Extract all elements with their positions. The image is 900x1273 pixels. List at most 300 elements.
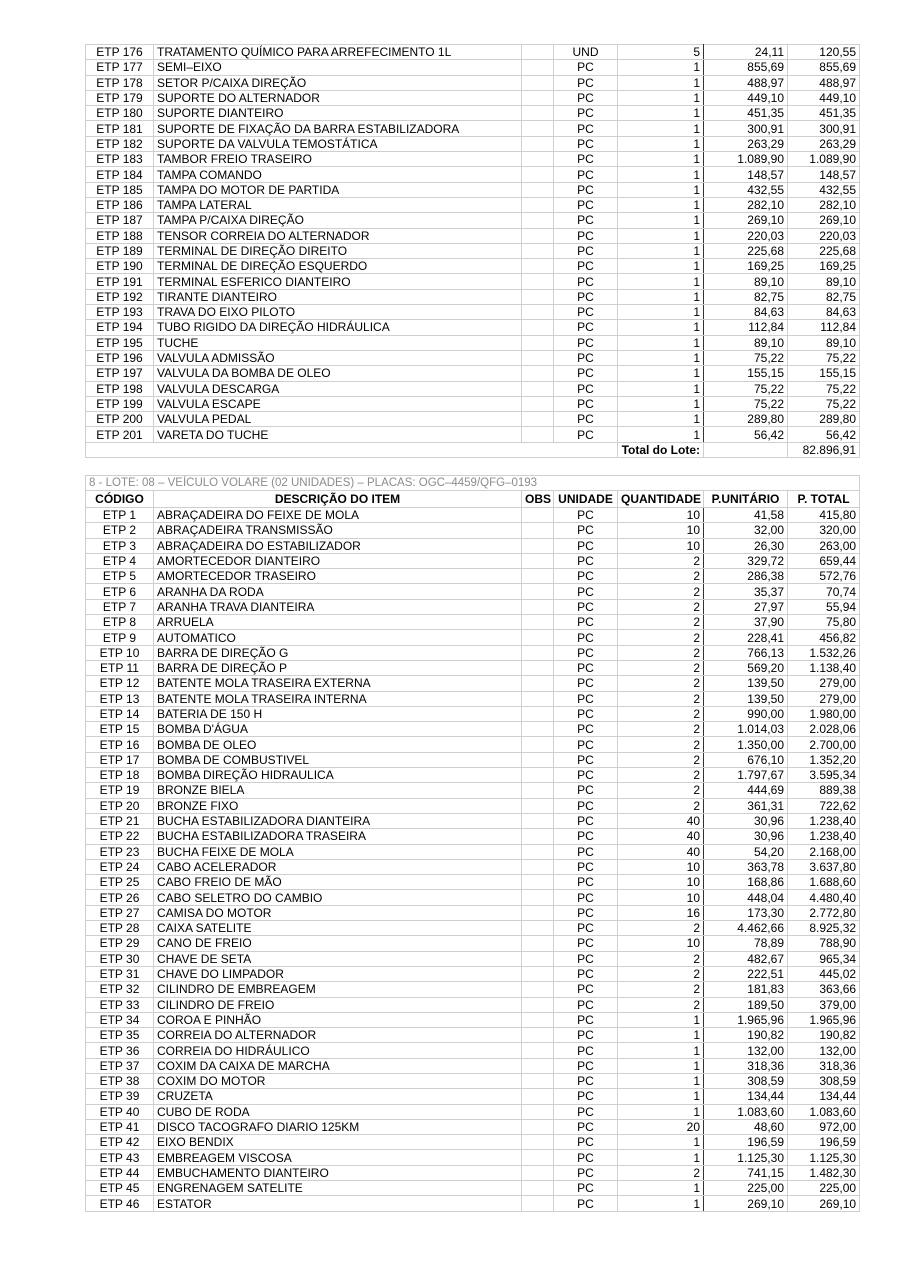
item-obs bbox=[522, 289, 554, 304]
item-total: 318,36 bbox=[788, 1058, 860, 1073]
item-unit: PC bbox=[554, 427, 618, 442]
table-row bbox=[86, 569, 860, 584]
item-code: ETP 21 bbox=[86, 813, 154, 828]
item-code: ETP 36 bbox=[86, 1043, 154, 1058]
table-row bbox=[86, 90, 860, 105]
table-row bbox=[86, 381, 860, 396]
item-total: 572,76 bbox=[788, 569, 860, 584]
item-total: 55,94 bbox=[788, 599, 860, 614]
item-obs bbox=[522, 508, 554, 523]
item-quantity: 10 bbox=[618, 936, 704, 951]
item-unit-price: 766,13 bbox=[704, 645, 788, 660]
item-obs bbox=[522, 152, 554, 167]
item-unit: PC bbox=[554, 722, 618, 737]
item-code: ETP 45 bbox=[86, 1181, 154, 1196]
item-obs bbox=[522, 106, 554, 121]
item-description: TAMBOR FREIO TRASEIRO bbox=[154, 152, 522, 167]
item-description: BARRA DE DIREÇÃO P bbox=[154, 660, 522, 675]
item-unit-price: 189,50 bbox=[704, 997, 788, 1012]
item-total: 445,02 bbox=[788, 966, 860, 981]
item-description: ABRAÇADEIRA DO ESTABILIZADOR bbox=[154, 538, 522, 553]
item-total: 1.125,30 bbox=[788, 1150, 860, 1165]
item-quantity: 2 bbox=[618, 615, 704, 630]
item-unit-price: 169,25 bbox=[704, 259, 788, 274]
table-row bbox=[86, 1181, 860, 1196]
table-row bbox=[86, 1119, 860, 1134]
item-unit-price: 1.014,03 bbox=[704, 722, 788, 737]
item-quantity: 2 bbox=[618, 768, 704, 783]
item-code: ETP 184 bbox=[86, 167, 154, 182]
item-unit: PC bbox=[554, 569, 618, 584]
item-total: 1.980,00 bbox=[788, 706, 860, 721]
item-obs bbox=[522, 859, 554, 874]
item-total: 432,55 bbox=[788, 182, 860, 197]
item-code: ETP 176 bbox=[86, 45, 154, 60]
item-code: ETP 41 bbox=[86, 1119, 154, 1134]
item-code: ETP 15 bbox=[86, 722, 154, 737]
item-total: 1.352,20 bbox=[788, 752, 860, 767]
item-obs bbox=[522, 630, 554, 645]
item-obs bbox=[522, 982, 554, 997]
table-row bbox=[86, 1196, 860, 1211]
item-description: TERMINAL DE DIREÇÃO DIREITO bbox=[154, 243, 522, 258]
item-quantity: 16 bbox=[618, 905, 704, 920]
item-unit-price: 78,89 bbox=[704, 936, 788, 951]
item-quantity: 1 bbox=[618, 320, 704, 335]
item-quantity: 40 bbox=[618, 813, 704, 828]
item-obs bbox=[522, 1012, 554, 1027]
item-quantity: 1 bbox=[618, 396, 704, 411]
item-obs bbox=[522, 243, 554, 258]
item-quantity: 1 bbox=[618, 350, 704, 365]
item-code: ETP 195 bbox=[86, 335, 154, 350]
item-unit-price: 1.089,90 bbox=[704, 152, 788, 167]
table-row bbox=[86, 737, 860, 752]
lot-total-row bbox=[86, 442, 860, 457]
item-obs bbox=[522, 829, 554, 844]
item-quantity: 1 bbox=[618, 259, 704, 274]
table-row bbox=[86, 259, 860, 274]
item-unit: PC bbox=[554, 197, 618, 212]
item-unit-price: 482,67 bbox=[704, 951, 788, 966]
item-unit-price: 89,10 bbox=[704, 274, 788, 289]
item-code: ETP 28 bbox=[86, 921, 154, 936]
item-code: ETP 42 bbox=[86, 1135, 154, 1150]
item-unit-price: 48,60 bbox=[704, 1119, 788, 1134]
item-quantity: 1 bbox=[618, 75, 704, 90]
item-obs bbox=[522, 966, 554, 981]
item-total: 169,25 bbox=[788, 259, 860, 274]
item-quantity: 1 bbox=[618, 1196, 704, 1211]
item-quantity: 1 bbox=[618, 427, 704, 442]
item-total: 889,38 bbox=[788, 783, 860, 798]
item-description: TERMINAL ESFERICO DIANTEIRO bbox=[154, 274, 522, 289]
item-description: BATENTE MOLA TRASEIRA EXTERNA bbox=[154, 676, 522, 691]
item-obs bbox=[522, 90, 554, 105]
table-row bbox=[86, 538, 860, 553]
item-unit: PC bbox=[554, 615, 618, 630]
table-row bbox=[86, 676, 860, 691]
item-total: 1.238,40 bbox=[788, 829, 860, 844]
item-total: 84,63 bbox=[788, 305, 860, 320]
item-unit-price: 448,04 bbox=[704, 890, 788, 905]
item-obs bbox=[522, 381, 554, 396]
item-unit: PC bbox=[554, 75, 618, 90]
item-unit: PC bbox=[554, 523, 618, 538]
item-unit: PC bbox=[554, 396, 618, 411]
lot-08-table bbox=[85, 475, 860, 1212]
item-quantity: 1 bbox=[618, 152, 704, 167]
item-description: BOMBA DE COMBUSTIVEL bbox=[154, 752, 522, 767]
item-code: ETP 40 bbox=[86, 1104, 154, 1119]
item-code: ETP 26 bbox=[86, 890, 154, 905]
item-obs bbox=[522, 1181, 554, 1196]
item-unit-price: 1.797,67 bbox=[704, 768, 788, 783]
item-code: ETP 24 bbox=[86, 859, 154, 874]
table-row bbox=[86, 798, 860, 813]
item-code: ETP 193 bbox=[86, 305, 154, 320]
lot-08-items-body bbox=[86, 508, 860, 1212]
item-unit: PC bbox=[554, 1073, 618, 1088]
item-code: ETP 187 bbox=[86, 213, 154, 228]
item-quantity: 1 bbox=[618, 335, 704, 350]
item-total: 3.637,80 bbox=[788, 859, 860, 874]
item-description: EMBUCHAMENTO DIANTEIRO bbox=[154, 1165, 522, 1180]
table-row bbox=[86, 75, 860, 90]
item-description: CHAVE DO LIMPADOR bbox=[154, 966, 522, 981]
item-quantity: 2 bbox=[618, 1165, 704, 1180]
item-unit: PC bbox=[554, 966, 618, 981]
item-code: ETP 8 bbox=[86, 615, 154, 630]
item-unit: PC bbox=[554, 228, 618, 243]
item-obs bbox=[522, 259, 554, 274]
item-total: 263,00 bbox=[788, 538, 860, 553]
item-obs bbox=[522, 722, 554, 737]
item-unit-price: 26,30 bbox=[704, 538, 788, 553]
item-quantity: 2 bbox=[618, 921, 704, 936]
item-code: ETP 13 bbox=[86, 691, 154, 706]
item-total: 415,80 bbox=[788, 508, 860, 523]
item-description: BATERIA DE 150 H bbox=[154, 706, 522, 721]
item-obs bbox=[522, 305, 554, 320]
item-code: ETP 43 bbox=[86, 1150, 154, 1165]
item-quantity: 2 bbox=[618, 966, 704, 981]
item-code: ETP 18 bbox=[86, 768, 154, 783]
item-obs bbox=[522, 1135, 554, 1150]
item-description: CAMISA DO MOTOR bbox=[154, 905, 522, 920]
item-unit: PC bbox=[554, 553, 618, 568]
item-quantity: 10 bbox=[618, 859, 704, 874]
item-unit-price: 173,30 bbox=[704, 905, 788, 920]
item-description: SUPORTE DO ALTERNADOR bbox=[154, 90, 522, 105]
item-unit-price: 1.083,60 bbox=[704, 1104, 788, 1119]
item-description: SUPORTE DA VALVULA TEMOSTÁTICA bbox=[154, 136, 522, 151]
item-quantity: 1 bbox=[618, 1012, 704, 1027]
item-unit-price: 139,50 bbox=[704, 676, 788, 691]
item-total: 1.965,96 bbox=[788, 1012, 860, 1027]
item-description: BARRA DE DIREÇÃO G bbox=[154, 645, 522, 660]
item-code: ETP 200 bbox=[86, 412, 154, 427]
lot-items-table-part1 bbox=[85, 44, 860, 458]
item-unit: PC bbox=[554, 121, 618, 136]
item-code: ETP 192 bbox=[86, 289, 154, 304]
table-row bbox=[86, 1135, 860, 1150]
item-total: 1.238,40 bbox=[788, 813, 860, 828]
item-total: 225,00 bbox=[788, 1181, 860, 1196]
item-description: ARANHA DA RODA bbox=[154, 584, 522, 599]
item-unit: PC bbox=[554, 921, 618, 936]
item-code: ETP 4 bbox=[86, 553, 154, 568]
table-row bbox=[86, 366, 860, 381]
item-total: 75,80 bbox=[788, 615, 860, 630]
item-code: ETP 27 bbox=[86, 905, 154, 920]
item-quantity: 1 bbox=[618, 381, 704, 396]
item-unit: PC bbox=[554, 706, 618, 721]
table-row bbox=[86, 106, 860, 121]
item-quantity: 1 bbox=[618, 1089, 704, 1104]
item-code: ETP 178 bbox=[86, 75, 154, 90]
item-quantity: 1 bbox=[618, 213, 704, 228]
table-row bbox=[86, 1165, 860, 1180]
item-unit: PC bbox=[554, 798, 618, 813]
item-description: SUPORTE DE FIXAÇÃO DA BARRA ESTABILIZADORA bbox=[154, 121, 522, 136]
item-unit: PC bbox=[554, 508, 618, 523]
item-unit-price: 855,69 bbox=[704, 60, 788, 75]
item-unit-price: 190,82 bbox=[704, 1028, 788, 1043]
item-unit-price: 269,10 bbox=[704, 1196, 788, 1211]
item-code: ETP 185 bbox=[86, 182, 154, 197]
item-obs bbox=[522, 1150, 554, 1165]
item-unit-price: 139,50 bbox=[704, 691, 788, 706]
item-obs bbox=[522, 737, 554, 752]
item-unit-price: 4.462,66 bbox=[704, 921, 788, 936]
item-total: 965,34 bbox=[788, 951, 860, 966]
table-row bbox=[86, 182, 860, 197]
item-unit: PC bbox=[554, 859, 618, 874]
item-total: 82,75 bbox=[788, 289, 860, 304]
item-description: SETOR P/CAIXA DIREÇÃO bbox=[154, 75, 522, 90]
item-total: 3.595,34 bbox=[788, 768, 860, 783]
item-total: 1.532,26 bbox=[788, 645, 860, 660]
item-total: 8.925,32 bbox=[788, 921, 860, 936]
item-description: AUTOMATICO bbox=[154, 630, 522, 645]
item-obs bbox=[522, 274, 554, 289]
item-code: ETP 44 bbox=[86, 1165, 154, 1180]
item-obs bbox=[522, 523, 554, 538]
table-row bbox=[86, 121, 860, 136]
item-unit-price: 1.350,00 bbox=[704, 737, 788, 752]
item-code: ETP 19 bbox=[86, 783, 154, 798]
item-unit-price: 75,22 bbox=[704, 350, 788, 365]
item-obs bbox=[522, 844, 554, 859]
item-code: ETP 189 bbox=[86, 243, 154, 258]
item-unit-price: 318,36 bbox=[704, 1058, 788, 1073]
item-code: ETP 3 bbox=[86, 538, 154, 553]
item-unit: PC bbox=[554, 691, 618, 706]
item-code: ETP 37 bbox=[86, 1058, 154, 1073]
item-unit: PC bbox=[554, 60, 618, 75]
item-quantity: 1 bbox=[618, 1043, 704, 1058]
item-unit-price: 363,78 bbox=[704, 859, 788, 874]
item-unit: PC bbox=[554, 630, 618, 645]
item-code: ETP 6 bbox=[86, 584, 154, 599]
item-total: 2.700,00 bbox=[788, 737, 860, 752]
item-code: ETP 9 bbox=[86, 630, 154, 645]
table-row bbox=[86, 859, 860, 874]
item-unit: PC bbox=[554, 875, 618, 890]
item-unit: PC bbox=[554, 320, 618, 335]
item-description: CABO ACELERADOR bbox=[154, 859, 522, 874]
table-row bbox=[86, 396, 860, 411]
item-description: BRONZE FIXO bbox=[154, 798, 522, 813]
item-description: TAMPA LATERAL bbox=[154, 197, 522, 212]
item-unit: PC bbox=[554, 1012, 618, 1027]
table-row bbox=[86, 630, 860, 645]
item-quantity: 2 bbox=[618, 691, 704, 706]
item-code: ETP 29 bbox=[86, 936, 154, 951]
table-row bbox=[86, 936, 860, 951]
item-code: ETP 39 bbox=[86, 1089, 154, 1104]
item-unit: PC bbox=[554, 243, 618, 258]
item-description: BUCHA ESTABILIZADORA TRASEIRA bbox=[154, 829, 522, 844]
item-description: VALVULA DA BOMBA DE OLEO bbox=[154, 366, 522, 381]
item-unit: PC bbox=[554, 1165, 618, 1180]
item-code: ETP 34 bbox=[86, 1012, 154, 1027]
item-quantity: 10 bbox=[618, 875, 704, 890]
item-obs bbox=[522, 936, 554, 951]
item-obs bbox=[522, 167, 554, 182]
table-row bbox=[86, 1073, 860, 1088]
item-obs bbox=[522, 182, 554, 197]
item-obs bbox=[522, 412, 554, 427]
item-unit-price: 155,15 bbox=[704, 366, 788, 381]
item-unit: PC bbox=[554, 584, 618, 599]
item-description: AMORTECEDOR DIANTEIRO bbox=[154, 553, 522, 568]
item-obs bbox=[522, 538, 554, 553]
item-unit-price: 432,55 bbox=[704, 182, 788, 197]
item-total: 788,90 bbox=[788, 936, 860, 951]
item-obs bbox=[522, 1073, 554, 1088]
item-unit: PC bbox=[554, 305, 618, 320]
table-row bbox=[86, 289, 860, 304]
item-unit-price: 24,11 bbox=[704, 45, 788, 60]
table-header-row bbox=[86, 491, 860, 508]
item-unit-price: 263,29 bbox=[704, 136, 788, 151]
table-row bbox=[86, 706, 860, 721]
item-description: TRAVA DO EIXO PILOTO bbox=[154, 305, 522, 320]
item-unit: PC bbox=[554, 167, 618, 182]
item-total: 308,59 bbox=[788, 1073, 860, 1088]
item-unit-price: 84,63 bbox=[704, 305, 788, 320]
item-obs bbox=[522, 213, 554, 228]
item-total: 659,44 bbox=[788, 553, 860, 568]
item-quantity: 1 bbox=[618, 289, 704, 304]
item-code: ETP 32 bbox=[86, 982, 154, 997]
item-unit: PC bbox=[554, 676, 618, 691]
item-unit-price: 282,10 bbox=[704, 197, 788, 212]
item-obs bbox=[522, 1043, 554, 1058]
item-description: BUCHA ESTABILIZADORA DIANTEIRA bbox=[154, 813, 522, 828]
item-total: 1.482,30 bbox=[788, 1165, 860, 1180]
item-unit-price: 228,41 bbox=[704, 630, 788, 645]
item-unit: PC bbox=[554, 213, 618, 228]
item-description: SEMI–EIXO bbox=[154, 60, 522, 75]
item-description: CUBO DE RODA bbox=[154, 1104, 522, 1119]
table-row bbox=[86, 213, 860, 228]
item-code: ETP 188 bbox=[86, 228, 154, 243]
table-row bbox=[86, 274, 860, 289]
item-description: TAMPA DO MOTOR DE PARTIDA bbox=[154, 182, 522, 197]
header-total: P. TOTAL bbox=[788, 491, 860, 508]
item-unit-price: 41,58 bbox=[704, 508, 788, 523]
item-obs bbox=[522, 228, 554, 243]
item-obs bbox=[522, 645, 554, 660]
item-total: 456,82 bbox=[788, 630, 860, 645]
item-quantity: 5 bbox=[618, 45, 704, 60]
item-quantity: 1 bbox=[618, 412, 704, 427]
table-row bbox=[86, 523, 860, 538]
table-row bbox=[86, 615, 860, 630]
item-code: ETP 14 bbox=[86, 706, 154, 721]
item-obs bbox=[522, 584, 554, 599]
item-obs bbox=[522, 1196, 554, 1211]
item-unit-price: 300,91 bbox=[704, 121, 788, 136]
item-obs bbox=[522, 569, 554, 584]
item-code: ETP 33 bbox=[86, 997, 154, 1012]
item-description: BATENTE MOLA TRASEIRA INTERNA bbox=[154, 691, 522, 706]
item-obs bbox=[522, 320, 554, 335]
item-quantity: 2 bbox=[618, 951, 704, 966]
item-description: ARANHA TRAVA DIANTEIRA bbox=[154, 599, 522, 614]
item-description: COXIM DO MOTOR bbox=[154, 1073, 522, 1088]
item-obs bbox=[522, 553, 554, 568]
item-unit-price: 220,03 bbox=[704, 228, 788, 243]
item-obs bbox=[522, 136, 554, 151]
item-unit: PC bbox=[554, 90, 618, 105]
item-unit-price: 32,00 bbox=[704, 523, 788, 538]
item-obs bbox=[522, 676, 554, 691]
table-row bbox=[86, 722, 860, 737]
table-row bbox=[86, 197, 860, 212]
table-row bbox=[86, 320, 860, 335]
table-row bbox=[86, 60, 860, 75]
table-row bbox=[86, 783, 860, 798]
item-code: ETP 17 bbox=[86, 752, 154, 767]
item-unit-price: 196,59 bbox=[704, 1135, 788, 1150]
item-obs bbox=[522, 890, 554, 905]
item-obs bbox=[522, 615, 554, 630]
item-obs bbox=[522, 660, 554, 675]
item-unit-price: 148,57 bbox=[704, 167, 788, 182]
item-total: 112,84 bbox=[788, 320, 860, 335]
item-unit-price: 990,00 bbox=[704, 706, 788, 721]
item-code: ETP 11 bbox=[86, 660, 154, 675]
item-quantity: 1 bbox=[618, 182, 704, 197]
table-row bbox=[86, 645, 860, 660]
item-description: BOMBA DIREÇÃO HIDRAULICA bbox=[154, 768, 522, 783]
item-code: ETP 22 bbox=[86, 829, 154, 844]
item-quantity: 1 bbox=[618, 1181, 704, 1196]
item-description: VARETA DO TUCHE bbox=[154, 427, 522, 442]
lot-total-value: 82.896,91 bbox=[788, 442, 860, 457]
item-quantity: 1 bbox=[618, 1104, 704, 1119]
item-unit-price: 569,20 bbox=[704, 660, 788, 675]
header-unit: UNIDADE bbox=[554, 491, 618, 508]
item-code: ETP 201 bbox=[86, 427, 154, 442]
item-unit: PC bbox=[554, 997, 618, 1012]
item-unit: PC bbox=[554, 905, 618, 920]
table-row bbox=[86, 412, 860, 427]
